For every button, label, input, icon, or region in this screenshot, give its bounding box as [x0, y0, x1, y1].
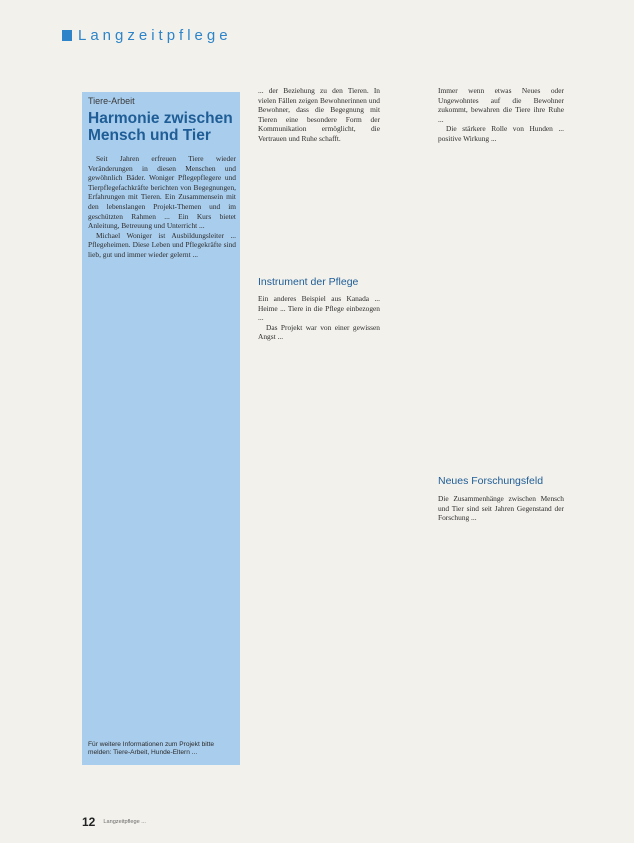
column-3-body: [438, 494, 564, 523]
section-header: [62, 26, 232, 44]
article-kicker: Tiere-Arbeit: [88, 96, 135, 106]
paragraph: Ein anderes Beispiel aus Kanada ... Heime ... Tiere in die Pflege einbezogen ...: [258, 294, 380, 323]
sidebar-article: [82, 92, 240, 765]
column-2-top: [258, 86, 380, 144]
column-3-top: [438, 86, 564, 144]
subheading-forschung: Neues Forschungsfeld: [438, 475, 544, 487]
page-number: 12: [82, 815, 96, 829]
section-marker: [62, 30, 72, 41]
article-title: Harmonie zwischen Mensch und Tier: [88, 110, 233, 144]
page-footer: [82, 815, 146, 829]
section-title: Langzeitpflege: [78, 26, 232, 44]
paragraph: Immer wenn etwas Neues oder Ungewohntes auf die Bewohner zukommt, bewahren die Tiere ihre Ruhe ...: [438, 86, 564, 124]
paragraph: Die stärkere Rolle von Hunden ... positive Wirkung ...: [438, 124, 564, 143]
info-note: Für weitere Informationen zum Projekt bitte melden: Tiere-Arbeit, Hunde-Eltern ...: [88, 741, 215, 756]
footer-note: Langzeitpflege ...: [103, 818, 146, 825]
subheading-instrument: Instrument der Pflege: [258, 276, 359, 288]
paragraph: Die Zusammenhänge zwischen Mensch und Tier sind seit Jahren Gegenstand der Forschung ...: [438, 494, 564, 523]
paragraph: Seit Jahren erfreuen Tiere wieder Veränderungen in diesen Menschen und gewöhnlich Bäder. Woniger Pflegepflegere und Tierpflegefachkräfte berichten von Begegnungen, Erfahrungen mit Tieren. Ein Zusammensein mit den lebenslangen Projekt-Themen und im geschützten Rahmen ... Ein Kurs bietet Anleitung, Betreuung und Unterricht ...: [88, 154, 236, 231]
article-body: [88, 154, 236, 260]
paragraph: Das Projekt war von einer gewissen Angst ...: [258, 322, 380, 342]
paragraph: ... der Beziehung zu den Tieren. In vielen Fällen zeigen Bewohnerinnen und Bewohner, dass die Begegnung mit Tieren eine besondere Form der Kommunikation ermöglicht, die Vertrauen und Ruhe schafft.: [258, 86, 380, 143]
column-2-body: [258, 294, 380, 342]
paragraph: Michael Woniger ist Ausbildungsleiter ... Pflegeheimen. Diese Leben und Pflegekräfte sind lieb, gut und immer wieder gelernt ...: [88, 230, 236, 259]
